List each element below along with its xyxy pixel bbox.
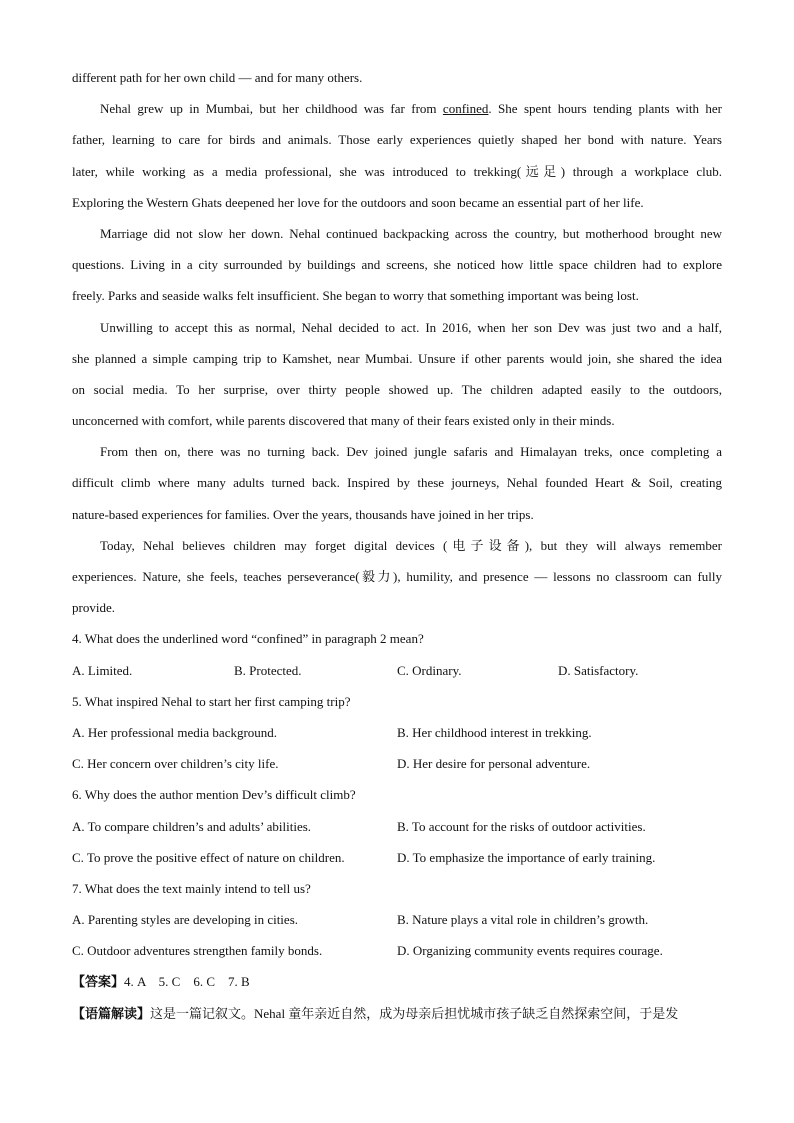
question-options (72, 655, 722, 686)
paragraph-2-line (72, 93, 722, 124)
option-d[interactable]: D. To emphasize the importance of early training. (397, 849, 656, 865)
answer-label: 【答案】 (72, 974, 125, 990)
analysis-label: 【语篇解读】 (72, 1005, 151, 1021)
answer-values: 4. A 5. C 6. C 7. B (124, 974, 250, 990)
paragraph-6-line: Today, Nehal believes children may forget digital devices (电子设备), but they will always remember (100, 537, 722, 553)
paragraph-5-line: From then on, there was no turning back. Dev joined jungle safaris and Himalayan treks, once completing a (100, 444, 722, 460)
exam-page (72, 62, 722, 1029)
option-c[interactable]: C. To prove the positive effect of nature on children. (72, 849, 345, 865)
paragraph-2-line: Exploring the Western Ghats deepened her love for the outdoors and soon became an essential part of her life. (72, 194, 644, 210)
paragraph-2-line: later, while working as a media professional, she was introduced to trekking(远足) through a workplace club. (72, 163, 722, 179)
analysis-text: 这是一篇记叙文。Nehal 童年亲近自然，成为母亲后担忧城市孩子缺乏自然探索空间，于是发 (150, 1005, 679, 1021)
paragraph-6-line: experiences. Nature, she feels, teaches perseverance(毅力), humility, and presence — lessons no classroom can fully (72, 569, 722, 584)
option-a[interactable]: A. Her professional media background. (72, 724, 278, 740)
paragraph-4-line: on social media. To her surprise, over thirty people showed up. The children adapted easily to the outdoors, (72, 381, 722, 397)
paragraph-3-line: questions. Living in a city surrounded by buildings and screens, she noticed how little space children had to explore (72, 257, 722, 273)
question-options (72, 717, 722, 748)
option-b[interactable]: B. Nature plays a vital role in children’s growth. (397, 912, 649, 928)
paragraph-3-line: Marriage did not slow her down. Nehal continued backpacking across the country, but motherhood brought new (100, 225, 722, 241)
option-d[interactable]: D. Satisfactory. (558, 662, 639, 678)
question-stem: 5. What inspired Nehal to start her first camping trip? (72, 693, 351, 709)
text-span: Nehal grew up in Mumbai, but her childhood was far from (100, 101, 443, 117)
question-options (72, 904, 722, 935)
option-b[interactable]: B. To account for the risks of outdoor activities. (397, 818, 646, 834)
question-options (72, 842, 722, 873)
option-a[interactable]: A. Parenting styles are developing in cities. (72, 912, 299, 928)
answer-line (72, 966, 722, 997)
paragraph-4-line: she planned a simple camping trip to Kamshet, near Mumbai. Unsure if other parents would join, she shared the idea (72, 350, 722, 366)
option-b[interactable]: B. Protected. (234, 662, 302, 678)
option-c[interactable]: C. Ordinary. (397, 662, 462, 678)
question-options (72, 811, 722, 842)
paragraph-4-line: unconcerned with comfort, while parents discovered that many of their fears existed only in their minds. (72, 413, 615, 429)
passage-line: different path for her own child — and for many others. (72, 70, 363, 85)
text-span: . She spent hours tending plants with her (488, 101, 723, 117)
question-options (72, 935, 722, 966)
paragraph-5-line: nature-based experiences for families. Over the years, thousands have joined in her trips. (72, 506, 534, 522)
paragraph-4-line: Unwilling to accept this as normal, Nehal decided to act. In 2016, when her son Dev was just two and a half, (100, 319, 722, 335)
option-c[interactable]: C. Outdoor adventures strengthen family bonds. (72, 943, 323, 959)
option-c[interactable]: C. Her concern over children’s city life. (72, 756, 279, 772)
option-b[interactable]: B. Her childhood interest in trekking. (397, 724, 592, 740)
option-d[interactable]: D. Her desire for personal adventure. (397, 756, 591, 772)
question-stem: 7. What does the text mainly intend to tell us? (72, 880, 311, 896)
paragraph-3-line: freely. Parks and seaside walks felt insufficient. She began to worry that something important was being lost. (72, 288, 639, 304)
question-stem: 6. Why does the author mention Dev’s difficult climb? (72, 787, 356, 803)
underlined-word: confined (442, 101, 489, 117)
analysis-line (72, 998, 722, 1029)
paragraph-2-line: father, learning to care for birds and animals. Those early experiences quietly shaped her bond with nature. Years (72, 132, 722, 148)
option-a[interactable]: A. Limited. (72, 662, 133, 678)
question-stem: 4. What does the underlined word “confined” in paragraph 2 mean? (72, 631, 424, 647)
option-d[interactable]: D. Organizing community events requires courage. (397, 943, 663, 959)
question-options (72, 748, 722, 779)
option-a[interactable]: A. To compare children’s and adults’ abilities. (72, 818, 312, 834)
paragraph-6-line: provide. (72, 600, 115, 616)
paragraph-5-line: difficult climb where many adults turned back. Inspired by these journeys, Nehal founded Heart & Soil, creating (72, 475, 722, 491)
